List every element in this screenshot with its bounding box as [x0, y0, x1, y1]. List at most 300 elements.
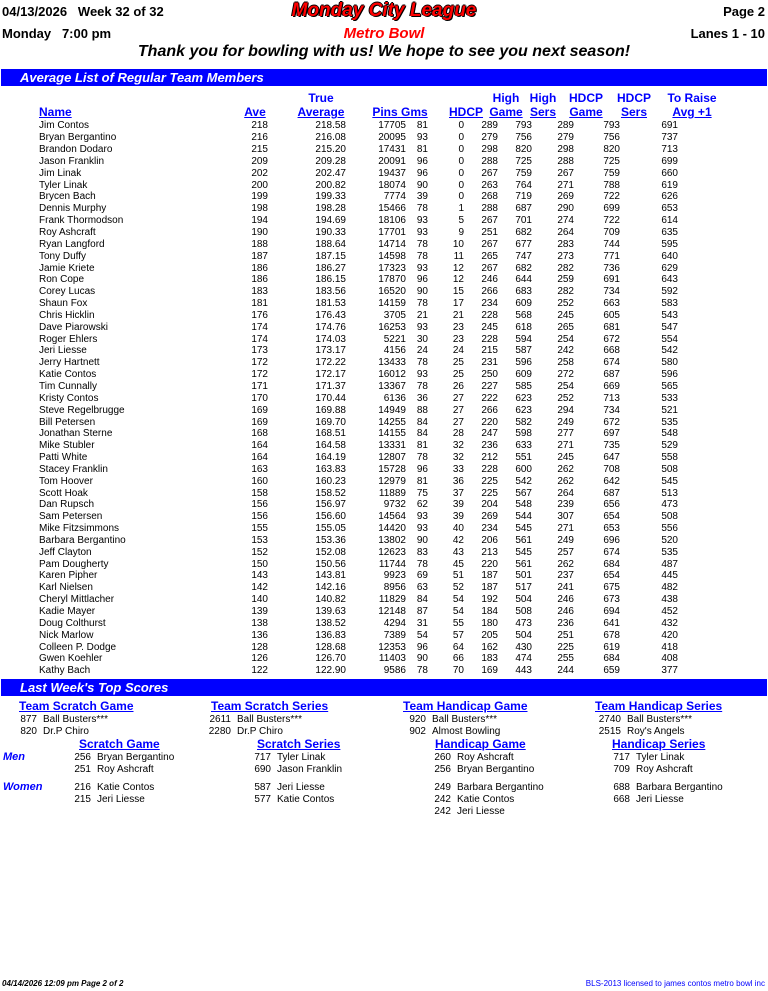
- true-average-cell: 168.51: [315, 428, 346, 440]
- team-handicap-game-entry: [398, 714, 497, 726]
- bowler-name-cell: Jason Franklin: [39, 155, 105, 167]
- average-cell: 198: [251, 203, 268, 215]
- pins-cell: 6136: [383, 392, 406, 404]
- women-handicap-game-bowler: Katie Contos: [457, 794, 515, 805]
- to-raise-cell: 535: [661, 546, 678, 558]
- table-row: [0, 215, 678, 227]
- true-average-cell: 171.37: [315, 380, 346, 392]
- handicap-cell: 25: [452, 369, 464, 381]
- table-row: [0, 262, 678, 274]
- col-gms: Gms: [401, 105, 428, 119]
- true-average-cell: 198.28: [315, 203, 346, 215]
- handicap-cell: 52: [452, 582, 464, 594]
- true-average-cell: 170.44: [315, 392, 346, 404]
- bowler-name-cell: Jerry Hartnett: [39, 357, 100, 369]
- high-game-cell: 187: [481, 570, 498, 582]
- to-raise-cell: 626: [661, 191, 678, 203]
- report-date: 04/13/2026: [2, 4, 68, 19]
- women-scratch-series-score: 577: [254, 794, 271, 805]
- table-row: [0, 310, 678, 322]
- team-scratch-game-score: 820: [20, 726, 37, 737]
- hdcp-series-cell: 678: [603, 629, 620, 641]
- hdcp-series-cell: 653: [603, 523, 620, 535]
- bowler-name-cell: Steve Regelbrugge: [39, 404, 125, 416]
- true-average-cell: 122.90: [315, 665, 346, 677]
- table-row: [0, 298, 678, 310]
- pins-cell: 9732: [383, 499, 406, 511]
- average-cell: 169: [251, 416, 268, 428]
- bowler-name-cell: Dave Piarowski: [39, 321, 108, 333]
- to-raise-cell: 521: [661, 404, 678, 416]
- high-game-cell: 205: [481, 629, 498, 641]
- average-cell: 138: [251, 617, 268, 629]
- to-raise-cell: 592: [661, 286, 678, 298]
- hdcp-game-cell: 225: [557, 641, 574, 653]
- high-game-cell: 220: [481, 416, 498, 428]
- high-game-cell: 215: [481, 345, 498, 357]
- hdcp-series-cell: 672: [603, 333, 620, 345]
- high-series-cell: 644: [515, 274, 532, 286]
- games-cell: 83: [416, 546, 428, 558]
- true-average-cell: 150.56: [315, 558, 346, 570]
- hdcp-game-cell: 257: [557, 546, 574, 558]
- games-cell: 93: [416, 321, 428, 333]
- women-handicap-game-score: 249: [434, 782, 451, 793]
- bowler-name-cell: Jamie Kriete: [39, 262, 95, 274]
- bowler-name-cell: Tom Hoover: [39, 475, 93, 487]
- table-row: [0, 629, 678, 641]
- pins-cell: 13433: [378, 357, 406, 369]
- men-handicap-series-score: 717: [613, 752, 630, 763]
- to-raise-cell: 596: [661, 369, 678, 381]
- hdcp-game-cell: 271: [557, 440, 574, 452]
- true-average-cell: 164.58: [315, 440, 346, 452]
- average-cell: 216: [251, 132, 268, 144]
- hdcp-game-cell: 271: [557, 523, 574, 535]
- games-cell: 93: [416, 215, 428, 227]
- high-series-cell: 587: [515, 345, 532, 357]
- average-cell: 158: [251, 487, 268, 499]
- to-raise-cell: 520: [661, 534, 678, 546]
- high-game-cell: 288: [481, 155, 498, 167]
- games-cell: 96: [416, 167, 428, 179]
- team-handicap-game-title: Team Handicap Game: [403, 699, 528, 713]
- high-series-cell: 687: [515, 203, 532, 215]
- to-raise-cell: 533: [661, 392, 678, 404]
- men-scratch-game-bowler: Roy Ashcraft: [97, 764, 154, 775]
- women-handicap-series-entry: [600, 782, 723, 794]
- handicap-cell: 54: [452, 606, 464, 618]
- high-game-cell: 234: [481, 523, 498, 535]
- high-game-cell: 212: [481, 452, 498, 464]
- hdcp-game-cell: 237: [557, 570, 574, 582]
- women-handicap-game-bowler: Jeri Liesse: [457, 806, 505, 817]
- handicap-cell: 39: [452, 511, 464, 523]
- high-series-cell: 473: [515, 617, 532, 629]
- high-series-cell: 719: [515, 191, 532, 203]
- women-handicap-series-bowler: Barbara Bergantino: [636, 782, 723, 793]
- average-cell: 156: [251, 499, 268, 511]
- to-raise-cell: 556: [661, 523, 678, 535]
- hdcp-series-cell: 744: [603, 238, 620, 250]
- to-raise-cell: 408: [661, 653, 678, 665]
- high-game-cell: 222: [481, 392, 498, 404]
- to-raise-cell: 508: [661, 511, 678, 523]
- hdcp-game-cell: 282: [557, 262, 574, 274]
- handicap-cell: 0: [458, 167, 464, 179]
- bowler-name-cell: Corey Lucas: [39, 286, 96, 298]
- games-cell: 31: [416, 617, 428, 629]
- hdcp-series-cell: 673: [603, 594, 620, 606]
- games-cell: 78: [416, 238, 428, 250]
- high-game-cell: 266: [481, 286, 498, 298]
- hdcp-series-cell: 771: [603, 250, 620, 262]
- high-game-cell: 265: [481, 250, 498, 262]
- to-raise-cell: 660: [661, 167, 678, 179]
- top-scores-title: Last Week's Top Scores: [1, 679, 767, 696]
- average-cell: 139: [251, 606, 268, 618]
- hdcp-game-cell: 245: [557, 452, 574, 464]
- team-scratch-game-title: Team Scratch Game: [19, 699, 134, 713]
- scratch-series-title: Scratch Series: [257, 737, 341, 751]
- hdcp-game-cell: 282: [557, 286, 574, 298]
- high-series-cell: 582: [515, 416, 532, 428]
- hdcp-game-cell: 246: [557, 594, 574, 606]
- high-series-cell: 568: [515, 309, 532, 321]
- true-average-cell: 172.22: [315, 357, 346, 369]
- bowler-name-cell: Jeri Liesse: [39, 345, 87, 357]
- to-raise-cell: 438: [661, 594, 678, 606]
- handicap-cell: 0: [458, 120, 464, 132]
- bowler-name-cell: Dan Rupsch: [39, 499, 95, 511]
- games-cell: 93: [416, 511, 428, 523]
- pins-cell: 19437: [378, 167, 406, 179]
- pins-cell: 15466: [378, 203, 406, 215]
- average-cell: 194: [251, 215, 268, 227]
- handicap-cell: 12: [452, 274, 464, 286]
- high-series-cell: 747: [515, 250, 532, 262]
- scratch-game-title: Scratch Game: [79, 737, 160, 751]
- pins-cell: 13331: [378, 440, 406, 452]
- men-scratch-game-score: 251: [74, 764, 91, 775]
- pins-cell: 13367: [378, 380, 406, 392]
- hdcp-game-cell: 298: [557, 144, 574, 156]
- table-row: [0, 392, 678, 404]
- team-handicap-game-score: 920: [409, 714, 426, 725]
- high-series-cell: 443: [515, 665, 532, 677]
- to-raise-cell: 445: [661, 570, 678, 582]
- high-series-cell: 764: [515, 179, 532, 191]
- hdcp-series-cell: 722: [603, 215, 620, 227]
- table-row: [0, 641, 678, 653]
- pins-cell: 20095: [378, 132, 406, 144]
- handicap-cell: 64: [452, 641, 464, 653]
- team-handicap-series-entry: [588, 714, 692, 726]
- handicap-cell: 37: [452, 487, 464, 499]
- col-high-game-top: High: [492, 91, 520, 105]
- games-cell: 84: [416, 416, 428, 428]
- handicap-cell: 32: [452, 440, 464, 452]
- table-row: [0, 404, 678, 416]
- hdcp-series-cell: 687: [603, 487, 620, 499]
- women-handicap-game-score: 242: [434, 806, 451, 817]
- pins-cell: 11403: [378, 653, 406, 665]
- high-series-cell: 793: [515, 120, 532, 132]
- true-average-cell: 172.17: [315, 369, 346, 381]
- bowler-name-cell: Colleen P. Dodge: [39, 641, 117, 653]
- hdcp-game-cell: 258: [557, 357, 574, 369]
- women-scratch-game-entry: [63, 794, 145, 806]
- high-game-cell: 192: [481, 594, 498, 606]
- high-game-cell: 187: [481, 582, 498, 594]
- hdcp-game-cell: 262: [557, 475, 574, 487]
- true-average-cell: 199.33: [315, 191, 346, 203]
- high-series-cell: 623: [515, 392, 532, 404]
- handicap-cell: 26: [452, 380, 464, 392]
- men-handicap-series-bowler: Roy Ashcraft: [636, 764, 693, 775]
- average-cell: 164: [251, 440, 268, 452]
- true-average-cell: 190.33: [315, 227, 346, 239]
- hdcp-series-cell: 713: [603, 392, 620, 404]
- men-scratch-game-entry: [63, 764, 154, 776]
- hdcp-series-cell: 708: [603, 463, 620, 475]
- to-raise-cell: 565: [661, 380, 678, 392]
- pins-cell: 13802: [378, 534, 406, 546]
- table-row: [0, 523, 678, 535]
- table-row: [0, 499, 678, 511]
- high-game-cell: 206: [481, 534, 498, 546]
- hdcp-series-cell: 654: [603, 570, 620, 582]
- col-high-sers: Sers: [529, 105, 557, 119]
- games-cell: 30: [416, 333, 428, 345]
- true-average-cell: 176.43: [315, 309, 346, 321]
- table-row: [0, 381, 678, 393]
- col-hdcp: HDCP: [449, 105, 484, 119]
- true-average-cell: 136.83: [315, 629, 346, 641]
- table-row: [0, 558, 678, 570]
- handicap-cell: 27: [452, 392, 464, 404]
- average-cell: 186: [251, 274, 268, 286]
- table-row: [0, 286, 678, 298]
- handicap-cell: 54: [452, 594, 464, 606]
- team-scratch-series-bowler: Dr.P Chiro: [237, 726, 283, 737]
- high-game-cell: 220: [481, 558, 498, 570]
- men-scratch-series-entry: [243, 764, 342, 776]
- table-row: [0, 132, 678, 144]
- hdcp-series-cell: 694: [603, 606, 620, 618]
- pins-cell: 17701: [378, 227, 406, 239]
- pins-cell: 16012: [378, 369, 406, 381]
- handicap-cell: 42: [452, 534, 464, 546]
- bowler-name-cell: Tim Cunnally: [39, 380, 97, 392]
- to-raise-cell: 542: [661, 345, 678, 357]
- high-game-cell: 169: [481, 665, 498, 677]
- handicap-cell: 25: [452, 357, 464, 369]
- hdcp-game-cell: 272: [557, 369, 574, 381]
- pins-cell: 18106: [378, 215, 406, 227]
- average-cell: 199: [251, 191, 268, 203]
- hdcp-series-cell: 709: [603, 227, 620, 239]
- to-raise-cell: 420: [661, 629, 678, 641]
- pins-cell: 8956: [383, 582, 406, 594]
- handicap-cell: 23: [452, 321, 464, 333]
- true-average-cell: 160.23: [315, 475, 346, 487]
- games-cell: 96: [416, 274, 428, 286]
- high-game-cell: 228: [481, 309, 498, 321]
- pins-cell: 11744: [378, 558, 406, 570]
- hdcp-game-cell: 255: [557, 653, 574, 665]
- true-average-cell: 169.88: [315, 404, 346, 416]
- col-true-average: Average: [297, 105, 345, 119]
- high-series-cell: 683: [515, 286, 532, 298]
- to-raise-cell: 643: [661, 274, 678, 286]
- hdcp-series-cell: 820: [603, 144, 620, 156]
- high-series-cell: 600: [515, 463, 532, 475]
- high-game-cell: 279: [481, 132, 498, 144]
- high-series-cell: 594: [515, 333, 532, 345]
- games-cell: 87: [416, 606, 428, 618]
- pins-cell: 17705: [378, 120, 406, 132]
- high-game-cell: 289: [481, 120, 498, 132]
- high-series-cell: 759: [515, 167, 532, 179]
- bowler-name-cell: Bryan Bergantino: [39, 132, 117, 144]
- handicap-cell: 23: [452, 333, 464, 345]
- hdcp-series-cell: 734: [603, 404, 620, 416]
- average-cell: 187: [251, 250, 268, 262]
- team-scratch-game-score: 877: [20, 714, 37, 725]
- games-cell: 24: [416, 345, 428, 357]
- high-game-cell: 231: [481, 357, 498, 369]
- to-raise-cell: 713: [661, 144, 678, 156]
- to-raise-cell: 580: [661, 357, 678, 369]
- average-cell: 176: [251, 309, 268, 321]
- average-cell: 171: [251, 380, 268, 392]
- women-scratch-series-entry: [243, 782, 325, 794]
- table-row: [0, 570, 678, 582]
- pins-cell: 16253: [378, 321, 406, 333]
- high-game-cell: 268: [481, 191, 498, 203]
- hdcp-series-cell: 687: [603, 369, 620, 381]
- high-series-cell: 598: [515, 428, 532, 440]
- to-raise-cell: 554: [661, 333, 678, 345]
- high-series-cell: 609: [515, 298, 532, 310]
- games-cell: 62: [416, 499, 428, 511]
- bowler-name-cell: Ron Cope: [39, 274, 85, 286]
- games-cell: 90: [416, 286, 428, 298]
- high-game-cell: 288: [481, 203, 498, 215]
- true-average-cell: 186.27: [315, 262, 346, 274]
- handicap-cell: 0: [458, 144, 464, 156]
- true-average-cell: 194.69: [315, 215, 346, 227]
- games-cell: 81: [416, 440, 428, 452]
- table-row: [0, 463, 678, 475]
- team-handicap-game-bowler: Ball Busters***: [432, 714, 498, 725]
- true-average-cell: 155.05: [315, 523, 346, 535]
- hdcp-game-cell: 241: [557, 582, 574, 594]
- average-cell: 186: [251, 262, 268, 274]
- true-average-cell: 187.15: [315, 250, 346, 262]
- pins-cell: 14159: [378, 298, 406, 310]
- table-row: [0, 120, 678, 132]
- games-cell: 81: [416, 144, 428, 156]
- high-game-cell: 236: [481, 440, 498, 452]
- high-series-cell: 701: [515, 215, 532, 227]
- average-cell: 156: [251, 511, 268, 523]
- true-average-cell: 183.56: [315, 286, 346, 298]
- games-cell: 90: [416, 653, 428, 665]
- women-scratch-game-bowler: Jeri Liesse: [97, 794, 145, 805]
- to-raise-cell: 547: [661, 321, 678, 333]
- bowler-name-cell: Scott Hoak: [39, 487, 88, 499]
- games-cell: 93: [416, 227, 428, 239]
- page-number: Page 2: [723, 4, 765, 19]
- hdcp-game-cell: 265: [557, 321, 574, 333]
- pins-cell: 12623: [378, 546, 406, 558]
- bowler-name-cell: Ryan Langford: [39, 238, 105, 250]
- games-cell: 69: [416, 570, 428, 582]
- games-cell: 78: [416, 665, 428, 677]
- to-raise-cell: 545: [661, 475, 678, 487]
- high-game-cell: 213: [481, 546, 498, 558]
- games-cell: 36: [416, 392, 428, 404]
- games-cell: 93: [416, 523, 428, 535]
- games-cell: 93: [416, 369, 428, 381]
- high-game-cell: 228: [481, 463, 498, 475]
- to-raise-cell: 583: [661, 298, 678, 310]
- women-scratch-game-score: 215: [74, 794, 91, 805]
- high-series-cell: 682: [515, 262, 532, 274]
- handicap-cell: 70: [452, 665, 464, 677]
- true-average-cell: 140.82: [315, 594, 346, 606]
- high-series-cell: 756: [515, 132, 532, 144]
- games-cell: 78: [416, 558, 428, 570]
- to-raise-cell: 595: [661, 238, 678, 250]
- hdcp-series-cell: 691: [603, 274, 620, 286]
- table-row: [0, 653, 678, 665]
- women-handicap-series-score: 688: [613, 782, 630, 793]
- average-cell: 174: [251, 321, 268, 333]
- bowler-name-cell: Barbara Bergantino: [39, 534, 126, 546]
- handicap-cell: 32: [452, 452, 464, 464]
- men-handicap-game-bowler: Bryan Bergantino: [457, 764, 535, 775]
- table-row: [0, 238, 678, 250]
- hdcp-series-cell: 663: [603, 298, 620, 310]
- true-average-cell: 174.03: [315, 333, 346, 345]
- average-cell: 188: [251, 238, 268, 250]
- handicap-cell: 9: [458, 227, 464, 239]
- men-handicap-game-entry: [423, 764, 534, 776]
- table-row: [0, 452, 678, 464]
- handicap-cell: 24: [452, 345, 464, 357]
- col-hdcp-sers-top: HDCP: [616, 91, 651, 105]
- handicap-game-title: Handicap Game: [435, 737, 526, 751]
- games-cell: 78: [416, 298, 428, 310]
- day-time: Monday 7:00 pm: [2, 26, 112, 41]
- bowler-name-cell: Jeff Clayton: [39, 546, 92, 558]
- pins-cell: 5221: [383, 333, 406, 345]
- pins-cell: 14949: [378, 404, 406, 416]
- thank-you-message: Thank you for bowling with us! We hope to see you next season!: [137, 43, 631, 60]
- handicap-cell: 57: [452, 629, 464, 641]
- bowler-name-cell: Kathy Bach: [39, 665, 91, 677]
- league-name: Monday City League: [291, 0, 477, 21]
- bowler-name-cell: Stacey Franklin: [39, 463, 108, 475]
- men-handicap-game-bowler: Roy Ashcraft: [457, 752, 514, 763]
- high-series-cell: 677: [515, 238, 532, 250]
- high-game-cell: 162: [481, 641, 498, 653]
- hdcp-game-cell: 244: [557, 665, 574, 677]
- women-scratch-series-bowler: Katie Contos: [277, 794, 335, 805]
